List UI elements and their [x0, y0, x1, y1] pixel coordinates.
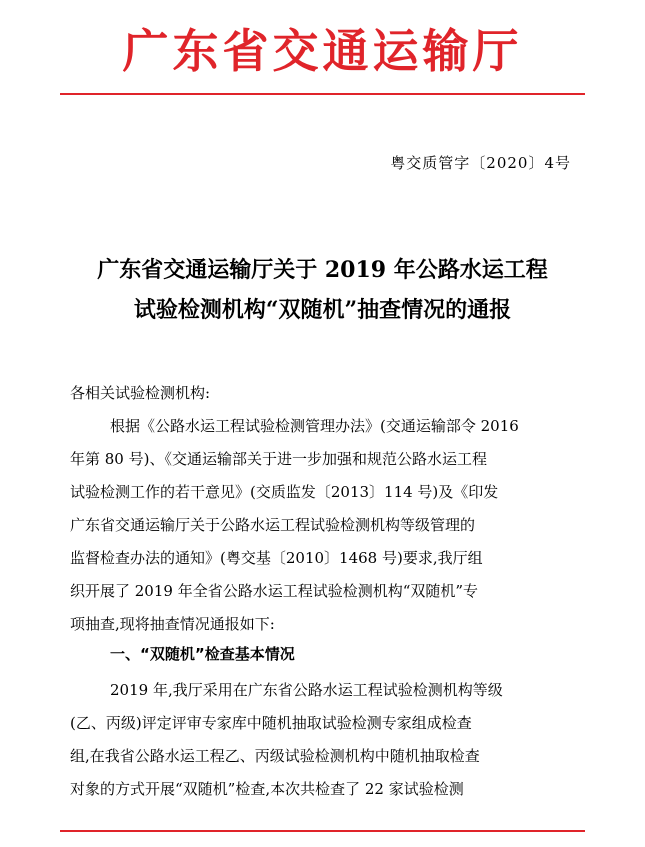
paragraph-2-line: (乙、丙级)评定评审专家库中随机抽取试验检测专家组成检查	[70, 714, 472, 732]
section-1-heading: 一、“双随机”检查基本情况	[110, 645, 295, 663]
letterhead-org-name: 广东省交通运输厅	[122, 24, 523, 78]
document-title-line-2: 试验检测机构“双随机”抽查情况的通报	[133, 297, 512, 323]
paragraph-2-line: 对象的方式开展“双随机”检查,本次共检查了 22 家试验检测	[70, 780, 464, 798]
paragraph-1-line: 年第 80 号)、《交通运输部关于进一步加强和规范公路水运工程	[70, 450, 487, 468]
footer-red-rule	[60, 830, 585, 832]
document-title-line-1: 广东省交通运输厅关于 2019 年公路水运工程	[97, 257, 548, 283]
paragraph-1-line: 项抽查,现将抽查情况通报如下:	[70, 615, 275, 633]
paragraph-1-line: 监督检查办法的通知》(粤交基〔2010〕1468 号)要求,我厅组	[70, 549, 483, 567]
paragraph-1-line: 根据《公路水运工程试验检测管理办法》(交通运输部令 2016	[110, 417, 519, 435]
paragraph-2-line: 2019 年,我厅采用在广东省公路水运工程试验检测机构等级	[110, 681, 503, 699]
paragraph-1-line: 试验检测工作的若干意见》(交质监发〔2013〕114 号)及《印发	[70, 483, 499, 501]
document-number: 粤交质管字〔2020〕4号	[390, 154, 571, 172]
salutation: 各相关试验检测机构:	[70, 384, 211, 402]
paragraph-1-line: 广东省交通运输厅关于公路水运工程试验检测机构等级管理的	[70, 516, 476, 534]
letterhead-red-rule	[60, 93, 585, 95]
paragraph-1-line: 织开展了 2019 年全省公路水运工程试验检测机构“双随机”专	[70, 582, 479, 600]
paragraph-2-line: 组,在我省公路水运工程乙、丙级试验检测机构中随机抽取检查	[70, 747, 480, 765]
